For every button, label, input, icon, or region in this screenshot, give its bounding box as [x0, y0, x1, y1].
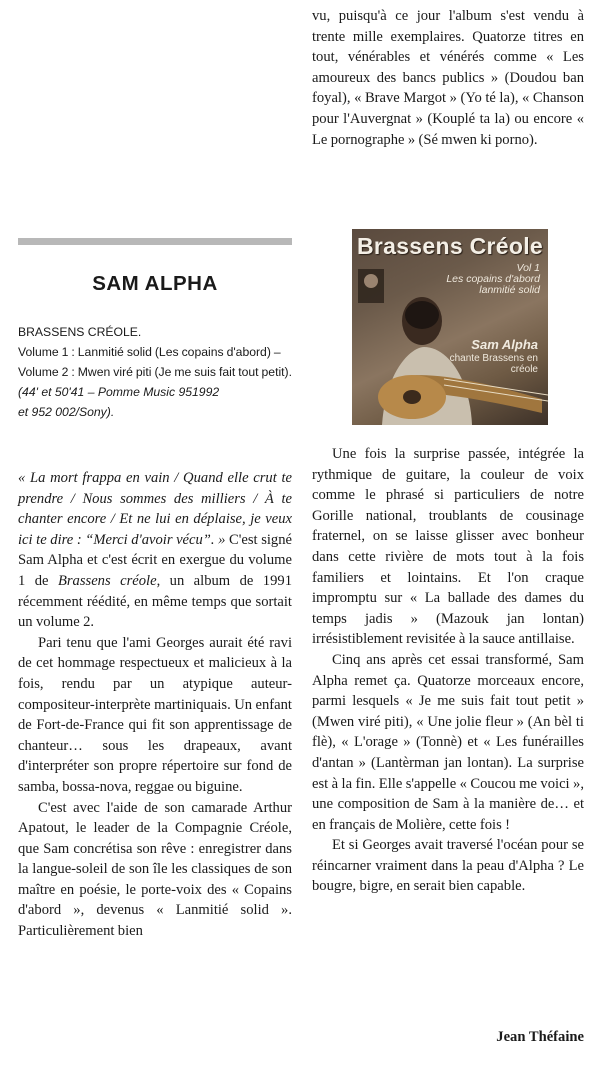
catalog-line-1: (44' et 50'41 – Pomme Music 951992 [18, 385, 220, 399]
paragraph-6: Et si Georges avait traversé l'océan pour se réincarner vraiment dans la peau d'Alpha ? Le bougre, bigre, en serait bien capable. [312, 837, 584, 895]
intro-text-2: , un album de 1991 récemment réédité, en même temps que sortait un volume 2. [18, 572, 292, 631]
cover-tagline: chante Brassens en créole [449, 353, 538, 375]
paragraph-4: Une fois la surprise passée, intégrée la rythmique de guitare, la couleur de voix comme le phrasé si particuliers de notre Gorille national, troublants de cousinage fraternel, on se laisse glisser avec bonheur dans cette rivière de mots tout à la fois familiers et lointains. Et l'on craque impromptu sur « La ballade des dames du temps jadis » (Mazouk jan lontan) irrésistiblement revisitée à la sauce antillaise. [312, 446, 584, 648]
paragraph-2: Pari tenu que l'ami Georges aurait été ravi de cet hommage respectueux et malicieux à la fois, rendu par un atypique auteur-compositeur-interprète martiniquais. Un enfant de Fort-de-France qui fit son apprentissage de chanteur… sous les drapeaux, avant d'interpréter son propre répertoire sur fond de samba, bossa-nova, reggae ou biguine. [18, 634, 292, 795]
cover-volume: Vol 1 [516, 262, 540, 274]
article-heading: SAM ALPHA [92, 272, 218, 295]
author-signature: Jean Théfaine [496, 1029, 584, 1045]
article-body-right [312, 444, 584, 897]
intro-paragraph [18, 468, 292, 633]
intro-text-1: C'est signé Sam Alpha et c'est écrit en exergue du volume 1 de [18, 531, 292, 589]
cover-title: Brassens Créole [356, 233, 544, 259]
album-cover-image [352, 229, 548, 425]
paragraph-continued: vu, puisqu'à ce jour l'album s'est vendu à trente mille exemplaires. Quatorze titres en tout, vénérables et vénérés comme « Les amoureux des bancs publics » (Doudou ban foyal), « Brave Margot » (Yo té la), « Chanson pour l'Auvergnat » (Kouplé ta la) ou encore « Le pornographe » (Sé mwen ki porno). [312, 8, 584, 148]
paragraph-3: C'est avec l'aide de son camarade Arthur Apatout, le leader de la Compagnie Créole, que Sam concrétisa son rêve : enregistrer dans la langue-soleil de son île les classiques de son maître en poésie, le porte-voix des « Copains d'abord », devenus « Lanmitié solid ». Particulièrement bien [18, 799, 292, 940]
album-volumes: Volume 1 : Lanmitié solid (Les copains d'abord) – Volume 2 : Mwen viré piti (Je me suis fait tout petit). [18, 345, 292, 379]
catalog-line-2: et 952 002/Sony). [18, 405, 115, 419]
intro-quote: « La mort frappa en vain / Quand elle crut te prendre / Nous sommes des milliers / À te chanter encore / Et ne lui en déplaise, je veux ici te dire : “Merci d'avoir vécu”. » [18, 470, 292, 548]
cover-artist: Sam Alpha [471, 337, 538, 352]
section-divider [18, 238, 292, 245]
album-title: BRASSENS CRÉOLE. [18, 325, 142, 339]
cover-subtitle [420, 263, 540, 296]
paragraph-5: Cinq ans après cet essai transformé, Sam Alpha remet ça. Quatorze morceaux encore, parmi lesquels « Je me suis fait tout petit » (Mwen viré piti), « Une jolie fleur » (An bèl ti flè), « L'orage » (Tonnè) et « Les funérailles d'antan » (Lantèrman jan lontan). La surprise est à la fin. Elle s'appelle « Coucou me voici », une composition de Sam à la manière de… et en français de Molière, cette fois ! [312, 651, 584, 833]
cover-subtitle-text: Les copains d'abord lanmitié solid [446, 273, 540, 296]
album-info [18, 322, 292, 422]
intro-album-title: Brassens créole [57, 572, 157, 589]
article-body-left [18, 468, 292, 942]
